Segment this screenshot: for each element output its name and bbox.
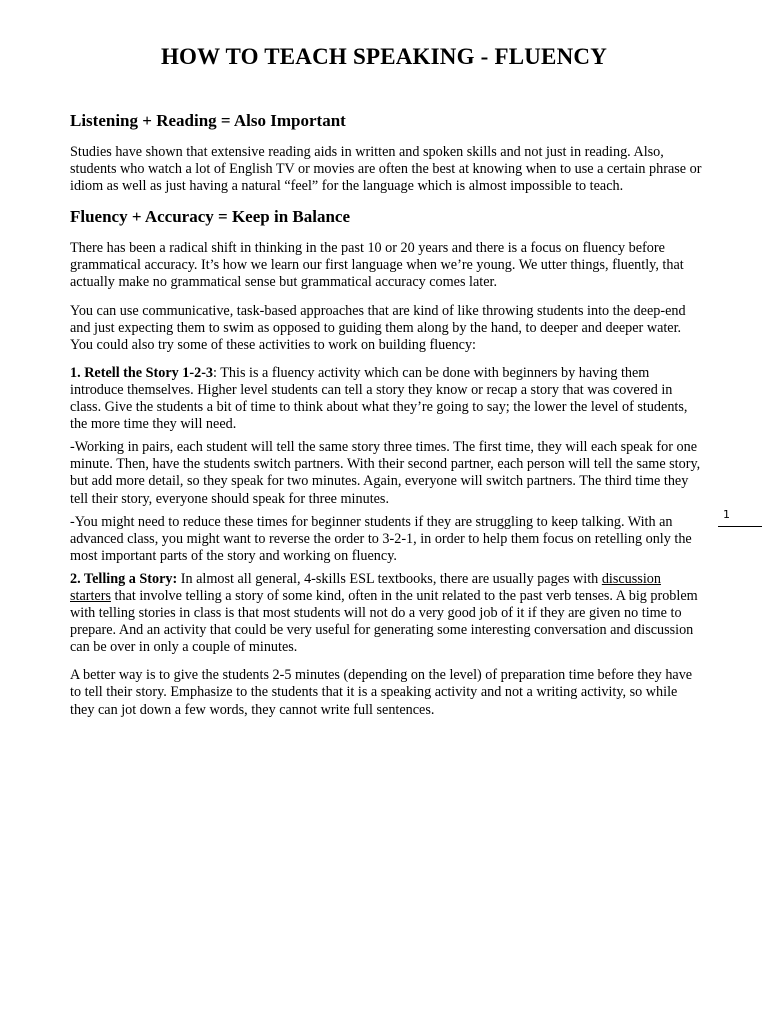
page-number-marker bbox=[718, 508, 768, 527]
activity-retell-story-text: : This is a fluency activity which can be done with beginners by having them introduce themselves. Higher level students can tell a story they know or recap a story that was covered in class. Give the students a bit of time to think about what they’re going to say; the lower the level of students, the more time they will need. bbox=[70, 364, 688, 433]
activity-retell-story bbox=[70, 365, 702, 433]
document-body bbox=[70, 110, 702, 730]
activity-telling-story bbox=[70, 571, 702, 656]
document-title: HOW TO TEACH SPEAKING - FLUENCY bbox=[160, 44, 608, 69]
paragraph-radical-shift: There has been a radical shift in thinking in the past 10 or 20 years and there is a focus on fluency before grammatical accuracy. It’s how we learn our first language when we’re young. We utter things, fluently, that actually make no grammatical sense but grammatical accuracy comes later. bbox=[70, 240, 684, 291]
paragraph-reduce-times: -You might need to reduce these times for beginner students if they are struggling to keep talking. With an advanced class, you might want to reverse the order to 3-2-1, in order to help them focus on retelling only the most important parts of the story and working on fluency. bbox=[70, 513, 692, 564]
page-number-rule bbox=[718, 526, 762, 527]
page-number: 1 bbox=[723, 508, 730, 521]
activity-telling-story-text-pre: In almost all general, 4-skills ESL textbooks, there are usually pages with bbox=[177, 570, 602, 587]
section-heading-listening-reading: Listening + Reading = Also Important bbox=[70, 111, 346, 130]
activity-retell-story-label: 1. Retell the Story 1-2-3 bbox=[70, 364, 214, 381]
discussion-starters-link[interactable]: discussion starters bbox=[70, 570, 661, 604]
paragraph-working-in-pairs: -Working in pairs, each student will tell the same story three times. The first time, they will each speak for one minute. Then, have the students switch partners. With their second partner, each person will tell the same story, but add more detail, so they speak for two minutes. Again, everyone will switch partners. The third time they tell their story, everyone should speak for three minutes. bbox=[70, 439, 701, 507]
paragraph-better-way: A better way is to give the students 2-5 minutes (depending on the level) of preparation time before they have to tell their story. Emphasize to the students that it is a speaking activity and not a writing activity, so while they can jot down a few words, they cannot write full sentences. bbox=[70, 667, 693, 718]
paragraph-communicative-approaches: You can use communicative, task-based approaches that are kind of like throwing students into the deep-end and just expecting them to swim as opposed to guiding them along by the hand, to deeper and deeper water. You could also try some of these activities to work on building fluency: bbox=[70, 302, 686, 353]
paragraph-extensive-reading: Studies have shown that extensive reading aids in written and spoken skills and not just in reading. Also, students who watch a lot of English TV or movies are often the best at knowing when to use a certain phrase or idiom as well as just having a natural “feel” for the language which is almost impossible to teach. bbox=[70, 144, 702, 195]
activity-telling-story-text-post: that involve telling a story of some kind, often in the unit related to the past verb tenses. A big problem with telling stories in class is that most students will not do a very good job of it if they are given no time to prepare. And an activity that could be very useful for generating some interesting conversation and discussion can be over in only a couple of minutes. bbox=[70, 587, 698, 656]
activity-telling-story-label: 2. Telling a Story: bbox=[70, 570, 178, 587]
section-heading-fluency-accuracy: Fluency + Accuracy = Keep in Balance bbox=[70, 207, 351, 227]
